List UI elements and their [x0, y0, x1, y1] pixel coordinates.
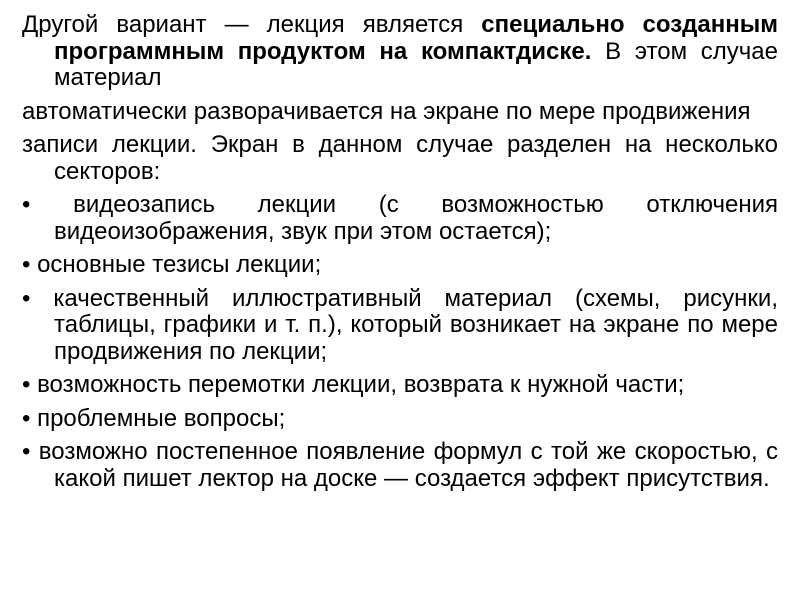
list-item-problem-questions: • проблемные вопросы;	[22, 404, 286, 432]
paragraph-auto-unfold: автоматически разворачивается на экране по мере продвижения	[22, 97, 751, 125]
intro-text-start: Другой вариант — лекция является	[22, 11, 482, 38]
list-item-rewind: • возможность перемотки лекции, возврата к нужной части;	[22, 371, 685, 398]
slide-body	[22, 12, 778, 499]
list-item-illustrative-material: • качественный иллюстративный материал (схемы, рисунки, таблицы, графики и т. п.), который возникает на экране по мере продвижения по лекции;	[22, 284, 778, 365]
list-item-video-recording: • видеозапись лекции (с возможностью отключения видеоизображения, звук при этом остается);	[22, 191, 778, 245]
list-item-main-theses: • основные тезисы лекции;	[22, 251, 322, 278]
paragraph-intro	[22, 12, 778, 92]
paragraph-screen-sectors: записи лекции. Экран в данном случае разделен на несколько секторов:	[22, 131, 778, 185]
list-item-formulas: • возможно постепенное появление формул с той же скоростью, с какой пишет лектор на доске — создается эффект присутствия.	[22, 438, 778, 492]
intro-text-bold: специально созданным программным продуктом на компактдиске.	[54, 11, 778, 65]
intro-text-end: В этом случае материал	[54, 37, 778, 91]
